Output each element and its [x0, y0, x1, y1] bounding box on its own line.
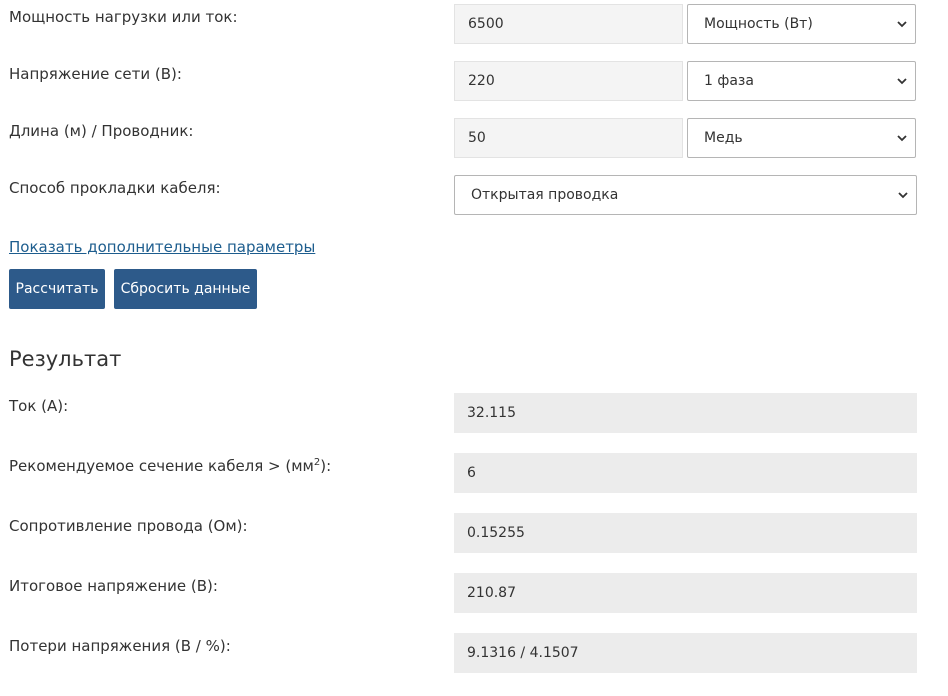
current-value: 32.115: [454, 393, 917, 433]
length-input[interactable]: 50: [454, 118, 683, 158]
section-label-suffix: ):: [320, 457, 332, 475]
power-input[interactable]: 6500: [454, 4, 683, 44]
power-label: Мощность нагрузки или ток:: [9, 8, 238, 26]
result-heading: Результат: [9, 347, 122, 371]
final-voltage-value: 210.87: [454, 573, 917, 613]
voltage-loss-value: 9.1316 / 4.1507: [454, 633, 917, 673]
power-unit-select-value: Мощность (Вт): [704, 16, 813, 32]
voltage-input[interactable]: 220: [454, 61, 683, 101]
chevron-down-icon: [897, 133, 907, 143]
phase-select[interactable]: [687, 61, 916, 101]
section-label-prefix: Рекомендуемое сечение кабеля > (мм: [9, 457, 314, 475]
power-unit-select[interactable]: [687, 4, 916, 44]
voltage-loss-label: Потери напряжения (В / %):: [9, 637, 231, 655]
laying-select-value: Открытая проводка: [471, 187, 619, 203]
calculate-button[interactable]: Рассчитать: [9, 269, 105, 309]
chevron-down-icon: [898, 190, 908, 200]
section-label-sup: 2: [313, 457, 321, 468]
chevron-down-icon: [897, 76, 907, 86]
voltage-label: Напряжение сети (В):: [9, 65, 182, 83]
final-voltage-label: Итоговое напряжение (В):: [9, 577, 218, 595]
section-label: [9, 457, 331, 475]
section-value: 6: [454, 453, 917, 493]
resistance-label: Сопротивление провода (Ом):: [9, 517, 248, 535]
laying-label: Способ прокладки кабеля:: [9, 179, 221, 197]
laying-select[interactable]: [454, 175, 917, 215]
show-more-params-link[interactable]: Показать дополнительные параметры: [9, 238, 316, 256]
phase-select-value: 1 фаза: [704, 73, 754, 89]
reset-button[interactable]: Сбросить данные: [114, 269, 257, 309]
resistance-value: 0.15255: [454, 513, 917, 553]
chevron-down-icon: [897, 19, 907, 29]
current-label: Ток (А):: [9, 397, 69, 415]
length-label: Длина (м) / Проводник:: [9, 122, 194, 140]
conductor-select-value: Медь: [704, 130, 743, 146]
conductor-select[interactable]: [687, 118, 916, 158]
